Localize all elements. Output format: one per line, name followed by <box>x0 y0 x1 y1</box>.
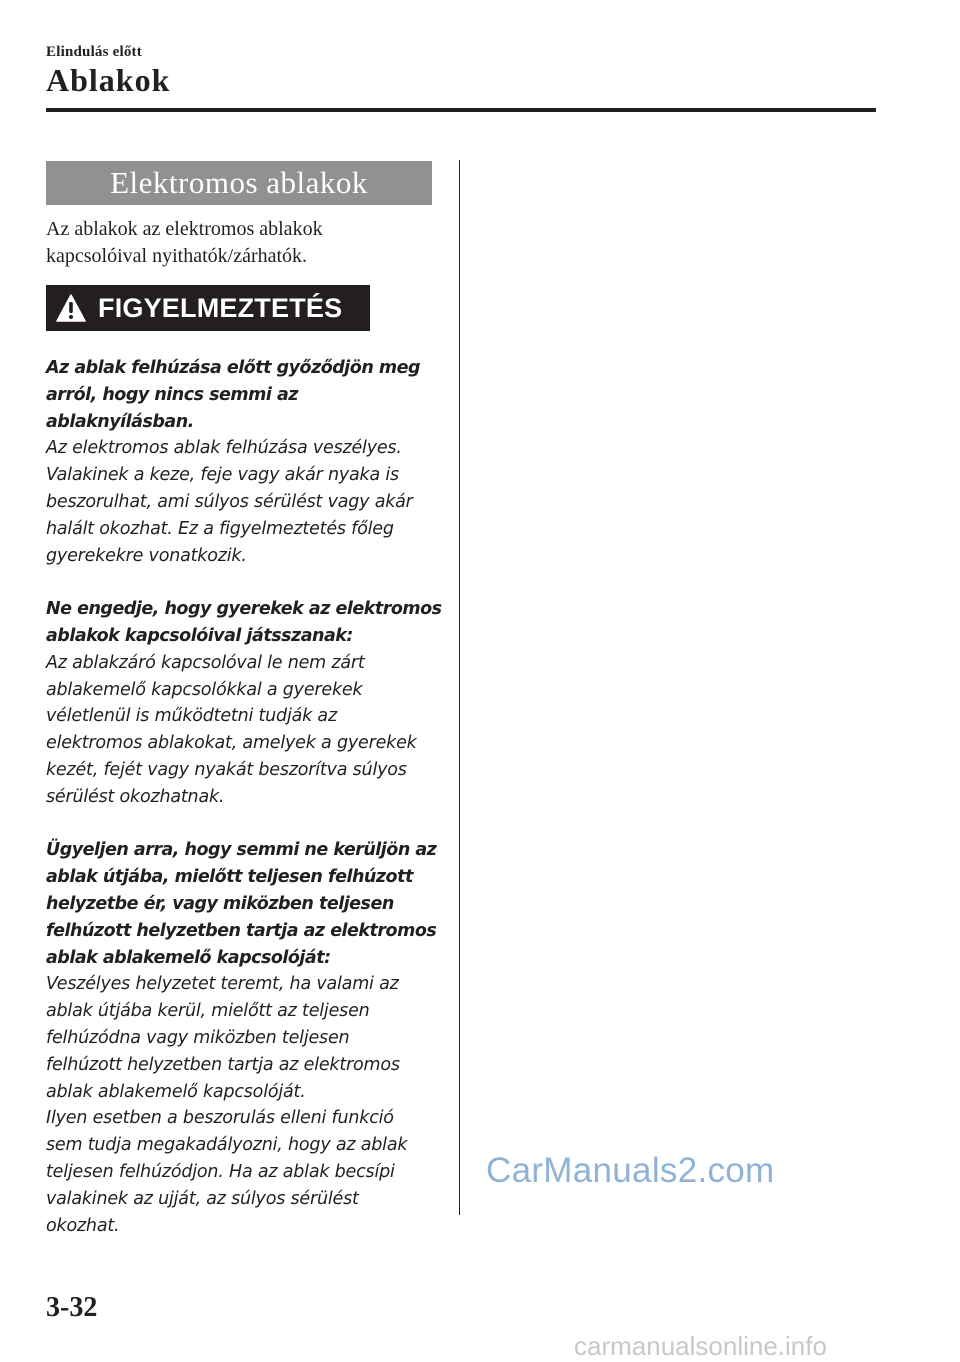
page-number: 3-32 <box>46 1292 98 1323</box>
warning-text-line: ablakemelő kapcsolókkal a gyerekek <box>46 679 363 700</box>
warning-text-line: kezét, fejét vagy nyakát beszorítva súlyos <box>46 759 407 780</box>
intro-line: Az ablakok az elektromos ablakok <box>46 218 323 240</box>
warning-text-line: Az elektromos ablak felhúzása veszélyes. <box>46 438 402 459</box>
warning-text-line: Az ablakzáró kapcsolóval le nem zárt <box>46 652 365 673</box>
warning-bold-line: arról, hogy nincs semmi az ablaknyílásban. <box>46 384 298 432</box>
section-label: Elindulás előtt <box>46 44 142 60</box>
section-heading: Elektromos ablakok <box>46 161 432 205</box>
warning-bold-line: helyzetbe ér, vagy miközben teljesen <box>46 893 394 914</box>
warning-text-line: Ilyen esetben a beszorulás elleni funkció <box>46 1108 394 1129</box>
warning-text-line: gyerekekre vonatkozik. <box>46 545 247 566</box>
warning-bold-line: Ne engedje, hogy gyerekek az elektromos <box>46 599 442 620</box>
warning-text-line: sem tudja megakadályozni, hogy az ablak <box>46 1135 408 1156</box>
warning-text-line: Valakinek a keze, feje vagy akár nyaka is <box>46 465 399 486</box>
warning-text-line: valakinek az ujját, az súlyos sérülést <box>46 1188 359 1209</box>
page-title: Ablakok <box>46 62 171 98</box>
header-divider <box>46 108 876 112</box>
warning-bold-line: Ügyeljen arra, hogy semmi ne kerüljön az <box>46 840 437 861</box>
warning-bold-line: Az ablak felhúzása előtt győződjön meg <box>46 358 421 378</box>
warning-banner <box>46 285 370 331</box>
warning-triangle-icon <box>56 294 86 322</box>
warning-bold-line: felhúzott helyzetben tartja az elektromos <box>46 920 437 941</box>
warning-text-line: elektromos ablakokat, amelyek a gyerekek <box>46 733 417 754</box>
footer-site-mark: carmanualsonline.info <box>574 1331 827 1361</box>
intro-paragraph <box>46 216 446 270</box>
warning-text-line: halált okozhat. Ez a figyelmeztetés főleg <box>46 518 394 539</box>
warning-text-line: felhúzódna vagy miközben teljesen <box>46 1027 350 1048</box>
warning-label: FIGYELMEZTETÉS <box>98 292 343 323</box>
intro-line: kapcsolóival nyithatók/zárhatók. <box>46 245 308 267</box>
warning-text-line: felhúzott helyzetben tartja az elektromos <box>46 1054 400 1075</box>
warning-bold-line: ablak ablakemelő kapcsolóját: <box>46 947 331 968</box>
warning-text-line: véletlenül is működtetni tudják az <box>46 706 337 727</box>
warning-text-line: teljesen felhúzódjon. Ha az ablak becsípi <box>46 1161 395 1182</box>
warning-text-line: okozhat. <box>46 1215 120 1236</box>
warning-text-line: Veszélyes helyzetet teremt, ha valami az <box>46 974 399 995</box>
warning-text-line: sérülést okozhatnak. <box>46 786 225 807</box>
warning-body <box>46 355 446 1239</box>
warning-bold-line: ablak útjába, mielőtt teljesen felhúzott <box>46 867 413 888</box>
column-divider <box>459 160 460 1215</box>
watermark: CarManuals2.com <box>486 1151 775 1190</box>
warning-text-line: ablak ablakemelő kapcsolóját. <box>46 1081 306 1102</box>
warning-text-line: beszorulhat, ami súlyos sérülést vagy akár <box>46 491 413 512</box>
warning-text-line: ablak útjába kerül, mielőtt az teljesen <box>46 1001 370 1022</box>
warning-bold-line: ablakok kapcsolóival játsszanak: <box>46 625 353 646</box>
